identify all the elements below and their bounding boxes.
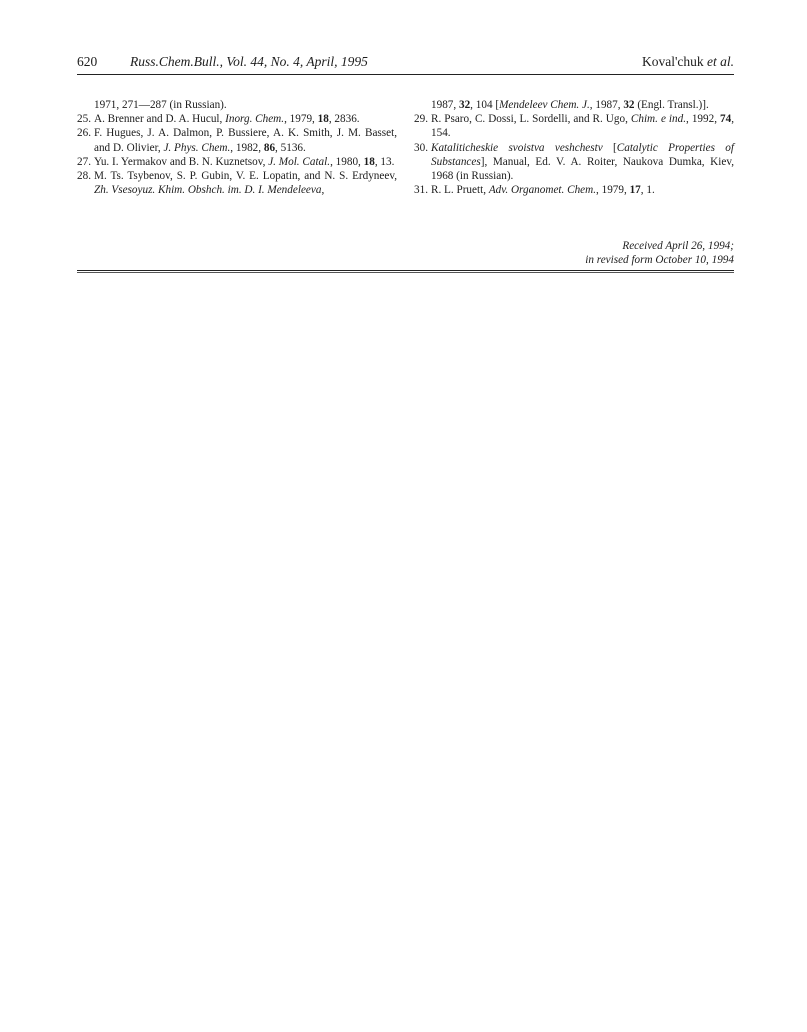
reference-volume: 32 [623, 99, 635, 111]
reference-pages: , 154. [431, 113, 734, 140]
reference-pages: , 1. [640, 184, 655, 197]
reference-year: , 1979, [284, 113, 318, 126]
reference-29 [414, 112, 734, 140]
reference-publisher: ], Manual, Ed. V. A. Roiter, Naukova Dumka, Kiev, 1968 (in Russian). [431, 155, 734, 183]
references-right-column [414, 98, 734, 197]
reference-continuation: 1971, 271—287 (in Russian). [94, 99, 227, 111]
reference-note: (Engl. Transl.)]. [634, 99, 709, 111]
reference-journal: Chim. e ind. [630, 113, 687, 126]
reference-number: 29. [414, 113, 428, 126]
reference-volume: 18 [363, 155, 375, 168]
authors-surname: Koval'chuk [641, 54, 707, 69]
reference-authors: R. Psaro, C. Dossi, L. Sordelli, and R. Ugo, [431, 113, 631, 126]
reference-volume: 32 [458, 99, 471, 111]
authors-etal: et al. [707, 54, 734, 69]
reference-pages: , 104 [ [470, 99, 500, 111]
reference-year: , 1982, [230, 141, 264, 154]
reference-30 [414, 141, 734, 184]
reference-authors: M. Ts. Tsybenov, S. P. Gubin, V. E. Lopatin, and N. S. Erdyneev, [94, 170, 397, 183]
revised-date: in revised form October 10, 1994 [585, 253, 734, 266]
reference-number: 31. [414, 184, 428, 197]
reference-journal: Inorg. Chem. [225, 113, 285, 126]
reference-punctuation: , [321, 184, 325, 197]
reference-volume: 74 [720, 113, 732, 126]
reference-number: 25. [77, 113, 91, 126]
reference-pages: , 5136. [275, 141, 306, 154]
reference-journal: Mendeleev Chem. J. [499, 99, 590, 111]
page-number: 620 [77, 54, 98, 69]
reference-volume: 17 [629, 184, 641, 197]
reference-27 [77, 155, 397, 169]
references-left-column [77, 98, 397, 197]
end-rule-secondary [77, 272, 734, 273]
running-header [77, 54, 734, 74]
reference-28-continuation [414, 98, 734, 112]
reference-number: 30. [414, 141, 428, 154]
reference-authors: R. L. Pruett, [431, 184, 489, 197]
reference-28 [77, 169, 397, 197]
reference-year: , 1979, [596, 184, 630, 197]
journal-reference: Russ.Chem.Bull., Vol. 44, No. 4, April, 1995 [130, 54, 368, 69]
received-dates [585, 240, 734, 267]
reference-year: , 1992, [686, 113, 721, 126]
end-rule [77, 270, 734, 271]
running-authors [642, 54, 734, 70]
reference-year: 1987, [431, 99, 459, 111]
header-rule [77, 74, 734, 75]
reference-year: , 1987, [589, 99, 624, 111]
reference-25 [77, 112, 397, 126]
reference-pages: , 13. [374, 155, 395, 168]
reference-26 [77, 126, 397, 154]
reference-number: 27. [77, 155, 91, 168]
reference-volume: 18 [317, 113, 329, 126]
reference-pages: , 2836. [328, 113, 360, 126]
reference-journal: Zh. Vsesoyuz. Khim. Obshch. im. D. I. Mendeleeva [94, 184, 322, 197]
reference-number: 26. [77, 127, 91, 140]
reference-volume: 86 [263, 141, 276, 154]
reference-bracket: [ [602, 141, 617, 154]
reference-title: Kataliticheskie svoistva veshchestv [431, 141, 603, 154]
reference-journal: J. Phys. Chem. [163, 141, 231, 154]
reference-authors: A. Brenner and D. A. Hucul, [94, 113, 226, 126]
reference-31 [414, 183, 734, 197]
received-date: Received April 26, 1994; [622, 240, 734, 252]
reference-authors: F. Hugues, J. A. Dalmon, P. Bussiere, A. K. Smith, J. M. Basset, and D. Olivier, [94, 127, 397, 154]
reference-number: 28. [77, 170, 91, 183]
reference-year: , 1980, [330, 155, 364, 168]
reference-journal: Adv. Organomet. Chem. [488, 184, 597, 197]
reference-journal: J. Mol. Catal. [268, 155, 331, 168]
reference-authors: Yu. I. Yermakov and B. N. Kuznetsov, [94, 155, 269, 168]
reference-title-translation: Catalytic Properties of Substances [431, 141, 734, 168]
